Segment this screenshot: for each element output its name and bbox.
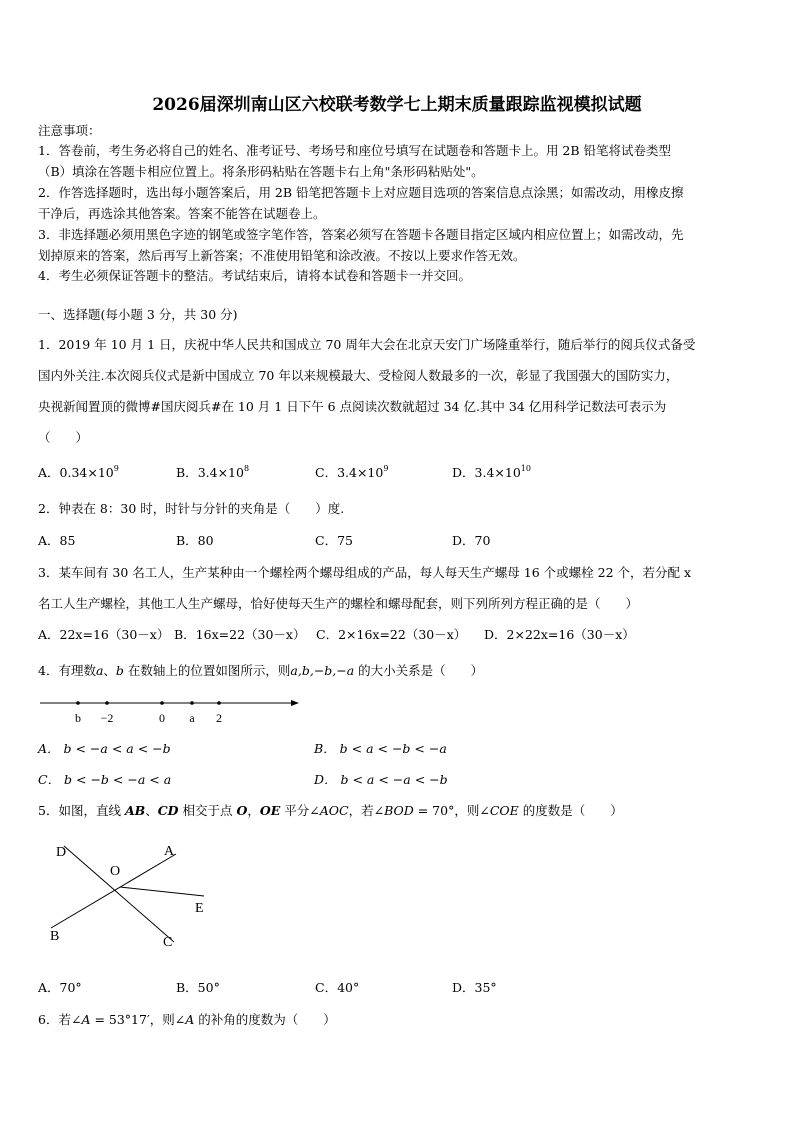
axis-label-neg2: −2 xyxy=(100,711,114,725)
q1-line-1: 1．2019 年 10 月 1 日，庆祝中华人民共和国成立 70 周年大会在北京天安门广场隆重举行，随后举行的阅兵仪式备受 xyxy=(38,337,696,352)
q2-option-d[interactable]: D．70 xyxy=(452,533,491,548)
page-title: 2026届深圳南山区六校联考数学七上期末质量跟踪监视模拟试题 xyxy=(152,95,642,115)
q6-angle-a: A xyxy=(81,1012,91,1027)
q4-var-a: a xyxy=(95,663,104,678)
axis-label-a: a xyxy=(189,711,195,725)
q5-bod: BOD xyxy=(384,803,414,818)
section-heading: 一、选择题(每小题 3 分，共 30 分) xyxy=(38,307,238,322)
q4-var-b: b xyxy=(115,663,124,678)
q1-option-a[interactable] xyxy=(38,463,119,481)
option-base: 3.4×10 xyxy=(474,465,521,480)
label-e: E xyxy=(195,901,204,916)
number-line-figure xyxy=(38,692,338,732)
option-label: D． xyxy=(452,465,475,480)
axis-label-b: b xyxy=(75,711,81,725)
axis-label-0: 0 xyxy=(159,711,165,725)
q5-stem-text: 相交于点 xyxy=(178,803,237,818)
q1-line-3: 央视新闻置顶的微博#国庆阅兵#在 10 月 1 日下午 6 点阅读次数就超过 34 亿.其中 34 亿用科学记数法可表示为 xyxy=(38,399,667,414)
q5-stem-text: ，若∠ xyxy=(348,803,385,818)
option-label: C． xyxy=(315,465,338,480)
notice-line-4: 干净后，再选涂其他答案。答案不能答在试题卷上。 xyxy=(38,206,326,221)
q3-option-b[interactable]: B．16x=22（30－x） xyxy=(174,627,306,642)
q4-stem-text: 在数轴上的位置如图所示，则 xyxy=(123,663,291,678)
q5-o: O xyxy=(236,803,248,818)
q5-sep: 、 xyxy=(145,803,158,818)
q3-option-a[interactable]: A．22x=16（30－x） xyxy=(38,627,170,642)
q6-stem-text: 6．若∠ xyxy=(38,1012,82,1027)
label-a: A xyxy=(164,844,175,859)
option-label: B． xyxy=(176,465,198,480)
intersecting-lines-figure xyxy=(40,834,240,954)
q2-option-a[interactable]: A．85 xyxy=(38,533,76,548)
q3-option-c[interactable]: C．2×16x=22（30－x） xyxy=(316,627,467,642)
q4-stem xyxy=(38,661,483,679)
notice-line-7: 4．考生必须保证答题卡的整洁。考试结束后，请将本试卷和答题卡一并交回。 xyxy=(38,268,471,283)
q5-oe: OE xyxy=(259,803,281,818)
q1-option-c[interactable] xyxy=(315,463,388,481)
q2-option-c[interactable]: C．75 xyxy=(315,533,353,548)
q6-angle-a: A xyxy=(185,1012,195,1027)
q5-stem-text: 的度数是（ ） xyxy=(518,803,623,818)
q5-option-a[interactable]: A．70° xyxy=(38,980,82,995)
q4-option-a[interactable]: A． b < −a < a < −b xyxy=(38,741,171,756)
option-exponent: 9 xyxy=(383,464,389,473)
q4-stem-text: 的大小关系是（ ） xyxy=(354,663,484,678)
q6-stem-text: 的补角的度数为（ ） xyxy=(194,1012,336,1027)
q5-ab: AB xyxy=(124,803,146,818)
q4-expression: a,b,−b,−a xyxy=(290,663,355,678)
notice-line-1: 1．答卷前，考生务必将自己的姓名、准考证号、考场号和座位号填写在试题卷和答题卡上。用 2B 铅笔将试卷类型 xyxy=(38,143,672,158)
notice-line-5: 3．非选择题必须用黑色字迹的钢笔或签字笔作答，答案必须写在答题卡各题目指定区域内相应位置上；如需改动，先 xyxy=(38,227,684,242)
notice-heading: 注意事项： xyxy=(38,123,101,138)
notice-line-3: 2．作答选择题时，选出每小题答案后，用 2B 铅笔把答题卡上对应题目选项的答案信息点涂黑；如需改动，用橡皮擦 xyxy=(38,185,684,200)
label-d: D xyxy=(56,845,67,860)
q5-cd: CD xyxy=(157,803,179,818)
axis-label-2: 2 xyxy=(216,711,222,725)
option-exponent: 8 xyxy=(243,464,250,473)
q1-option-b[interactable] xyxy=(176,463,249,481)
q5-option-b[interactable]: B．50° xyxy=(176,980,220,995)
label-b: B xyxy=(50,929,60,944)
q4-option-c[interactable]: C． b < −b < −a < a xyxy=(38,772,172,787)
option-exponent: 10 xyxy=(520,464,531,473)
q3-option-d[interactable]: D．2×22x=16（30－x） xyxy=(484,627,635,642)
q3-line-1: 3．某车间有 30 名工人，生产某种由一个螺栓两个螺母组成的产品，每人每天生产螺母 16 个或螺栓 22 个，若分配 x xyxy=(38,565,692,580)
q5-aoc: AOC xyxy=(319,803,349,818)
q5-coe: COE xyxy=(489,803,519,818)
option-base: 0.34×10 xyxy=(59,465,114,480)
q1-option-d[interactable] xyxy=(452,463,531,481)
q5-stem-text: 5．如图，直线 xyxy=(38,803,125,818)
q5-option-c[interactable]: C．40° xyxy=(315,980,360,995)
notice-line-2: （B）填涂在答题卡相应位置上。将条形码粘贴在答题卡右上角"条形码粘贴处"。 xyxy=(38,164,484,179)
label-c: C xyxy=(163,935,173,950)
label-o: O xyxy=(110,864,121,879)
q6-stem xyxy=(38,1010,336,1028)
option-label: A． xyxy=(38,465,60,480)
q3-line-2: 名工人生产螺栓，其他工人生产螺母，恰好使每天生产的螺栓和螺母配套，则下列所列方程正确的是（ ） xyxy=(38,596,639,611)
notice-line-6: 划掉原来的答案，然后再写上新答案；不准使用铅笔和涂改液。不按以上要求作答无效。 xyxy=(38,248,526,263)
option-base: 3.4×10 xyxy=(337,465,384,480)
q5-stem-text: 平分∠ xyxy=(280,803,320,818)
q1-line-2: 国内外关注.本次阅兵仪式是新中国成立 70 年以来规模最大、受检阅人数最多的一次，彰显了我国强大的国防实力， xyxy=(38,368,679,383)
q4-sep: 、 xyxy=(103,663,116,678)
q4-option-b[interactable]: B． b < a < −b < −a xyxy=(314,741,447,756)
q5-stem-text: = 70°，则∠ xyxy=(413,803,490,818)
q6-stem-text: = 53°17′，则∠ xyxy=(90,1012,186,1027)
q1-line-4: （ ） xyxy=(38,430,89,445)
q5-stem-text: ， xyxy=(247,803,260,818)
q2-stem: 2．钟表在 8：30 时，时针与分针的夹角是（ ）度. xyxy=(38,501,345,516)
q5-option-d[interactable]: D．35° xyxy=(452,980,497,995)
q5-stem xyxy=(38,801,623,819)
q4-option-d[interactable]: D． b < a < −a < −b xyxy=(314,772,448,787)
option-base: 3.4×10 xyxy=(197,465,244,480)
q2-option-b[interactable]: B．80 xyxy=(176,533,214,548)
q4-stem-text: 4．有理数 xyxy=(38,663,96,678)
option-exponent: 9 xyxy=(113,464,119,473)
